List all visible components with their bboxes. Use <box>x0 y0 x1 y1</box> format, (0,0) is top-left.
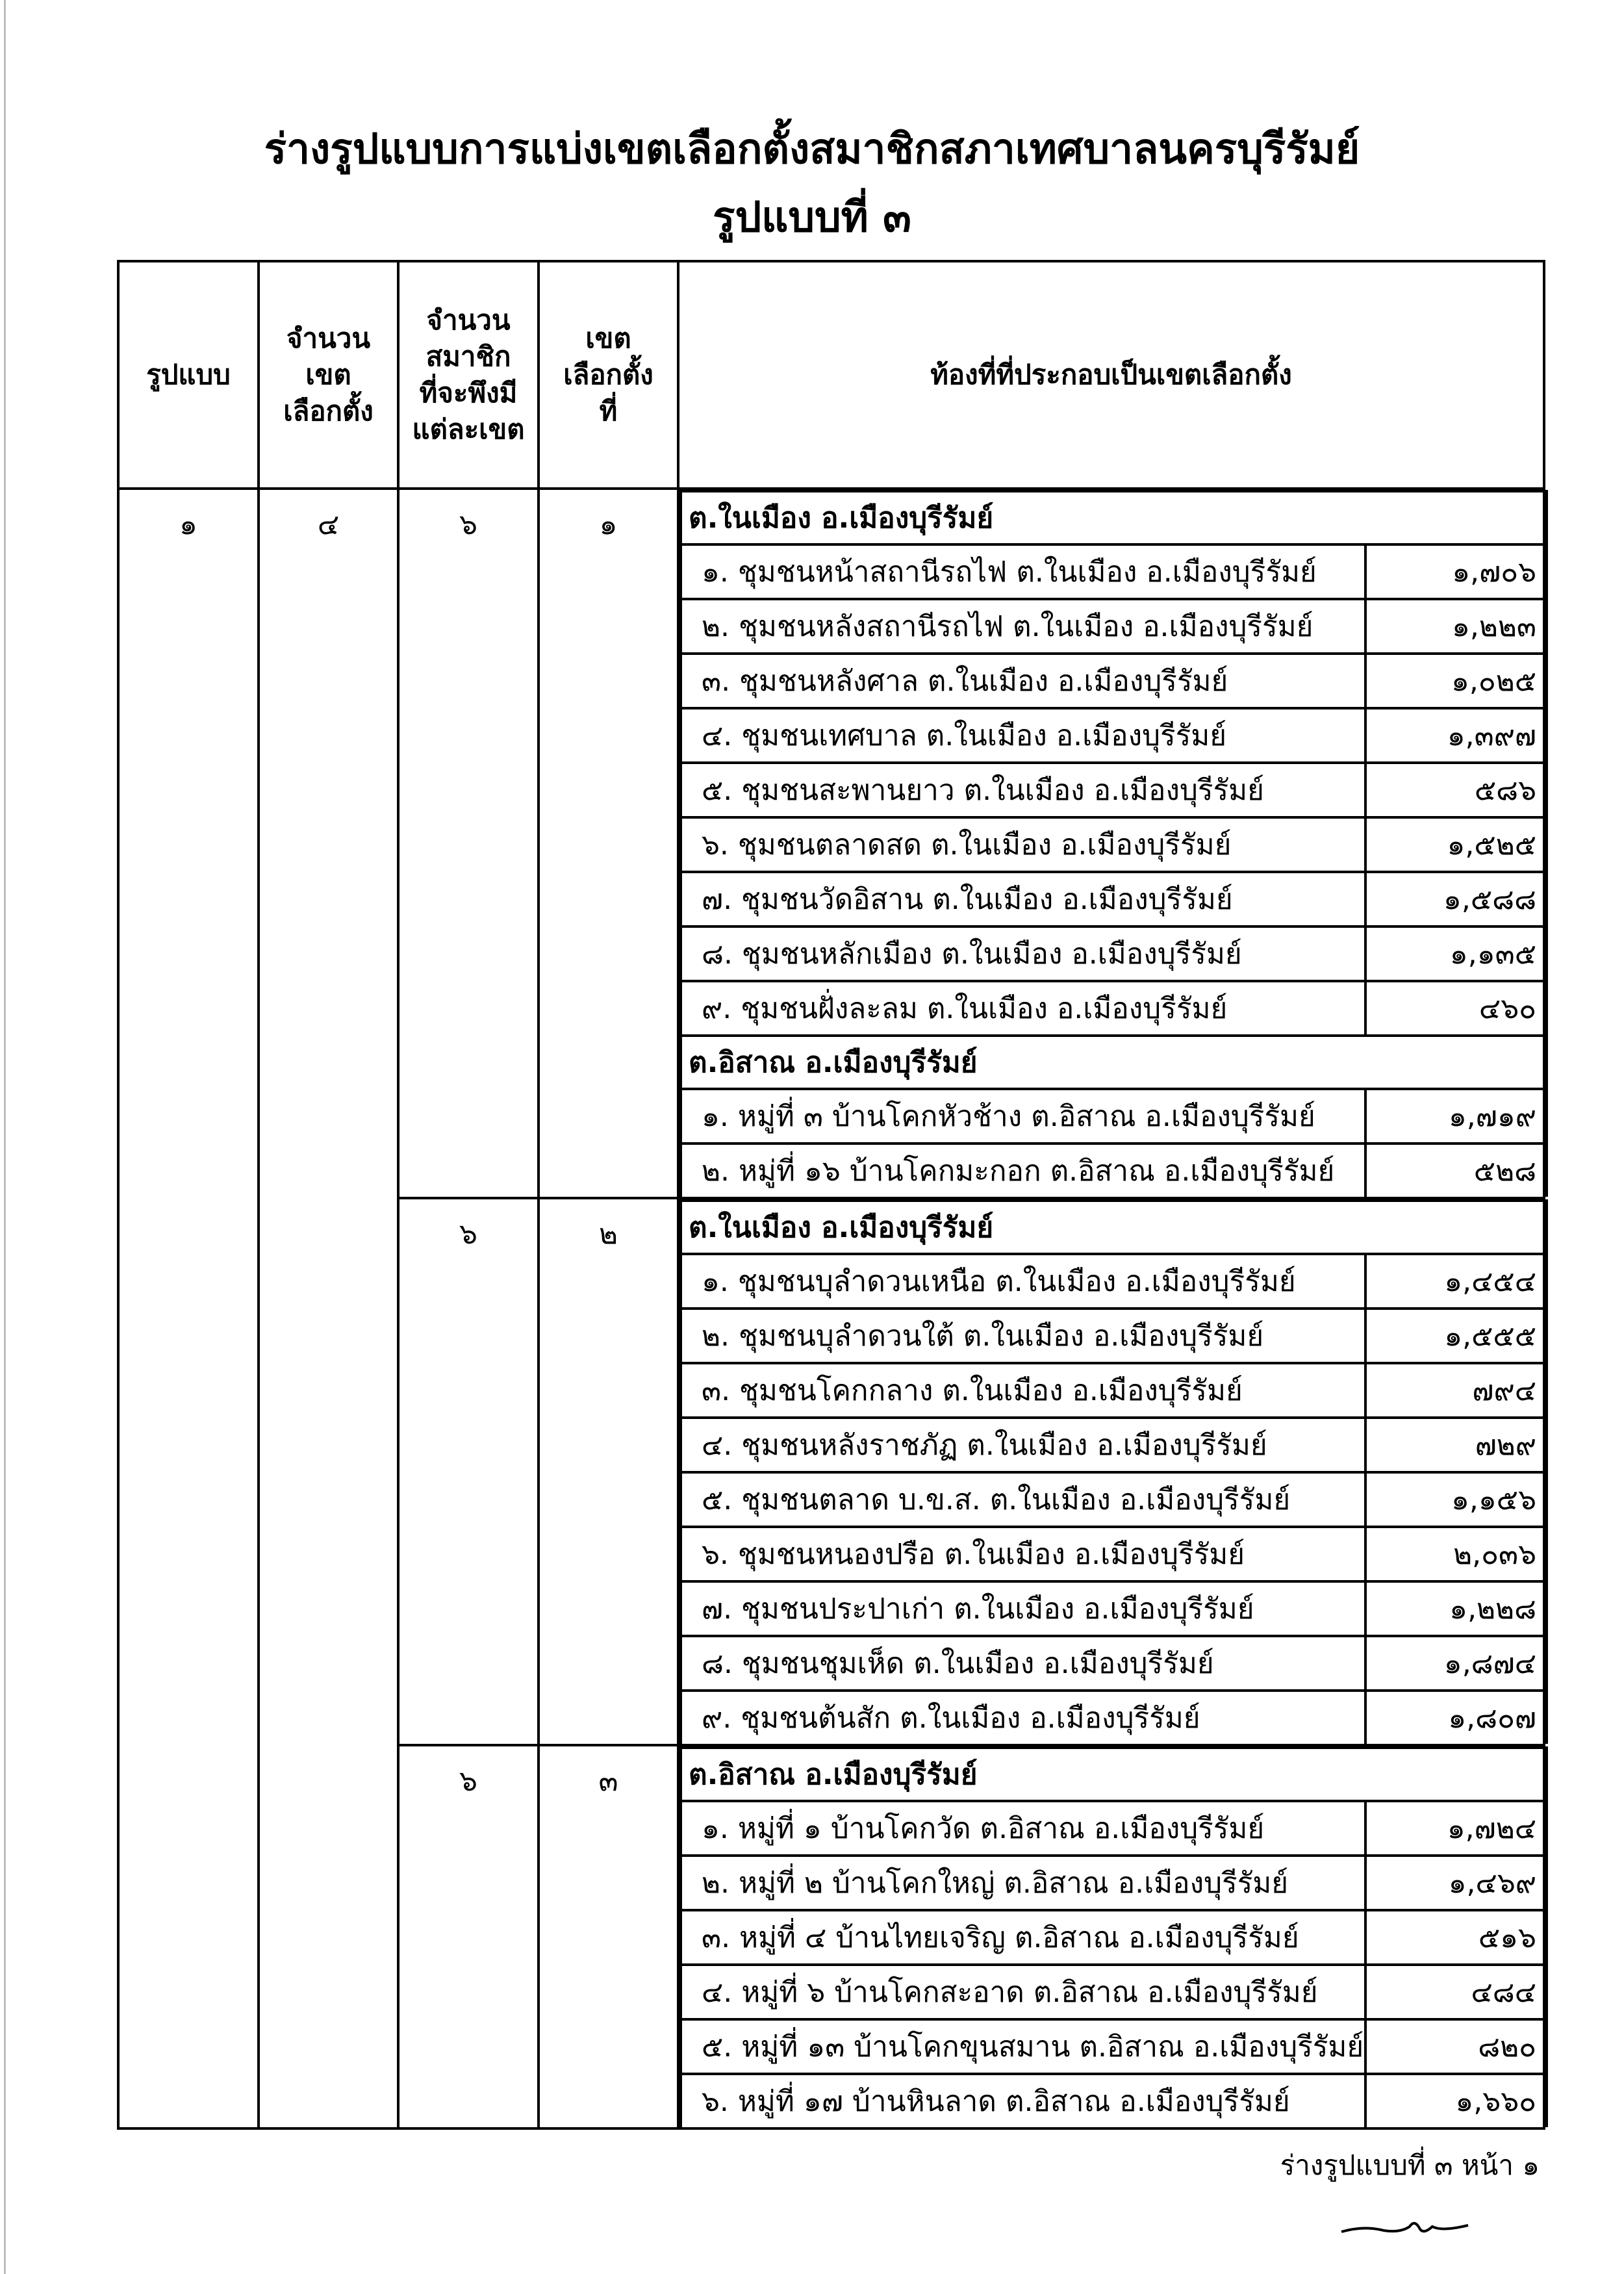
scan-edge-line <box>4 0 6 2274</box>
area-cell <box>678 1198 1544 1745</box>
community-row <box>681 1527 1547 1581</box>
population-count: ๑,๒๒๓ <box>1365 599 1547 654</box>
district-row <box>118 489 1544 1198</box>
population-count: ๗๙๔ <box>1365 1363 1547 1418</box>
population-count: ๔๘๔ <box>1365 1965 1547 2019</box>
population-count: ๕๘๖ <box>1365 763 1547 817</box>
population-count: ๘๒๐ <box>1365 2019 1547 2074</box>
community-row <box>681 926 1547 981</box>
population-count: ๑,๒๒๘ <box>1365 1581 1547 1636</box>
signature-mark <box>1338 2212 1481 2245</box>
community-row <box>681 981 1547 1036</box>
community-row <box>681 817 1547 872</box>
community-row <box>681 763 1547 817</box>
community-name: ๒. หมู่ที่ ๒ บ้านโคกใหญ่ ต.อิสาณ อ.เมืองบุรีรัมย์ <box>681 1856 1365 1910</box>
community-row <box>681 1910 1547 1965</box>
community-row <box>681 1691 1547 1744</box>
subdistrict-heading: ต.ในเมือง อ.เมืองบุรีรัมย์ <box>681 491 1547 544</box>
community-row <box>681 1856 1547 1910</box>
community-name: ๔. หมู่ที่ ๖ บ้านโคกสะอาด ต.อิสาณ อ.เมืองบุรีรัมย์ <box>681 1965 1365 2019</box>
district-count: ๔ <box>259 489 398 2128</box>
community-name: ๖. หมู่ที่ ๑๗ บ้านหินลาด ต.อิสาณ อ.เมืองบุรีรัมย์ <box>681 2074 1365 2127</box>
members-per-district: ๖ <box>398 489 539 1198</box>
area-cell <box>678 489 1544 1198</box>
page-footer: ร่างรูปแบบที่ ๓ หน้า ๑ <box>1280 2149 1540 2181</box>
subdistrict-heading-row <box>681 1201 1547 1254</box>
community-name: ๕. ชุมชนสะพานยาว ต.ในเมือง อ.เมืองบุรีรัมย์ <box>681 763 1365 817</box>
population-count: ๑,๑๓๕ <box>1365 926 1547 981</box>
population-count: ๑,๗๐๖ <box>1365 544 1547 599</box>
community-row <box>681 1418 1547 1472</box>
table-header-row <box>118 261 1544 489</box>
community-row <box>681 2074 1547 2127</box>
pattern-number: ๑ <box>118 489 259 2128</box>
community-row <box>681 654 1547 708</box>
header-members-per-district: จำนวน สมาชิก ที่จะพึงมี แต่ละเขต <box>398 261 539 489</box>
population-count: ๑,๓๙๗ <box>1365 708 1547 763</box>
community-row <box>681 1363 1547 1418</box>
community-row <box>681 872 1547 926</box>
population-count: ๒,๐๓๖ <box>1365 1527 1547 1581</box>
community-row <box>681 708 1547 763</box>
document-title: ร่างรูปแบบการแบ่งเขตเลือกตั้งสมาชิกสภาเทศบาลนครบุรีรัมย์ <box>264 125 1360 173</box>
community-name: ๙. ชุมชนต้นสัก ต.ในเมือง อ.เมืองบุรีรัมย์ <box>681 1691 1365 1744</box>
population-count: ๑,๔๖๙ <box>1365 1856 1547 1910</box>
area-list <box>679 1199 1548 1744</box>
community-name: ๑. ชุมชนหน้าสถานีรถไฟ ต.ในเมือง อ.เมืองบุรีรัมย์ <box>681 544 1365 599</box>
community-row <box>681 1472 1547 1527</box>
subdistrict-heading-row <box>681 491 1547 544</box>
community-row <box>681 544 1547 599</box>
population-count: ๑,๕๘๘ <box>1365 872 1547 926</box>
district-number: ๑ <box>539 489 678 1198</box>
population-count: ๑,๐๒๕ <box>1365 654 1547 708</box>
community-row <box>681 1801 1547 1856</box>
community-name: ๘. ชุมชนหลักเมือง ต.ในเมือง อ.เมืองบุรีรัมย์ <box>681 926 1365 981</box>
population-count: ๕๒๘ <box>1365 1143 1547 1197</box>
community-name: ๓. ชุมชนโคกกลาง ต.ในเมือง อ.เมืองบุรีรัมย์ <box>681 1363 1365 1418</box>
community-name: ๘. ชุมชนชุมเห็ด ต.ในเมือง อ.เมืองบุรีรัมย์ <box>681 1636 1365 1691</box>
community-name: ๗. ชุมชนประปาเก่า ต.ในเมือง อ.เมืองบุรีรัมย์ <box>681 1581 1365 1636</box>
community-row <box>681 1309 1547 1363</box>
population-count: ๑,๕๒๕ <box>1365 817 1547 872</box>
header-district-count: จำนวน เขต เลือกตั้ง <box>259 261 398 489</box>
population-count: ๑,๑๕๖ <box>1365 1472 1547 1527</box>
area-list <box>679 490 1548 1197</box>
community-name: ๕. หมู่ที่ ๑๓ บ้านโคกขุนสมาน ต.อิสาณ อ.เมืองบุรีรัมย์ <box>681 2019 1365 2074</box>
members-per-district: ๖ <box>398 1198 539 1745</box>
community-name: ๗. ชุมชนวัดอิสาน ต.ในเมือง อ.เมืองบุรีรัมย์ <box>681 872 1365 926</box>
community-row <box>681 599 1547 654</box>
community-row <box>681 1636 1547 1691</box>
population-count: ๕๑๖ <box>1365 1910 1547 1965</box>
community-row <box>681 1089 1547 1143</box>
district-table <box>117 260 1545 2130</box>
area-list <box>679 1746 1548 2127</box>
population-count: ๑,๘๐๗ <box>1365 1691 1547 1744</box>
community-row <box>681 1965 1547 2019</box>
district-number: ๒ <box>539 1198 678 1745</box>
community-name: ๖. ชุมชนหนองปรือ ต.ในเมือง อ.เมืองบุรีรัมย์ <box>681 1527 1365 1581</box>
document-subtitle: รูปแบบที่ ๓ <box>713 194 911 242</box>
community-row <box>681 1254 1547 1309</box>
community-name: ๑. หมู่ที่ ๓ บ้านโคกหัวช้าง ต.อิสาณ อ.เมืองบุรีรัมย์ <box>681 1089 1365 1143</box>
subdistrict-heading-row <box>681 1036 1547 1089</box>
population-count: ๑,๔๕๔ <box>1365 1254 1547 1309</box>
community-name: ๔. ชุมชนเทศบาล ต.ในเมือง อ.เมืองบุรีรัมย์ <box>681 708 1365 763</box>
population-count: ๑,๗๒๔ <box>1365 1801 1547 1856</box>
subdistrict-heading: ต.อิสาณ อ.เมืองบุรีรัมย์ <box>681 1748 1547 1801</box>
subdistrict-heading: ต.อิสาณ อ.เมืองบุรีรัมย์ <box>681 1036 1547 1089</box>
subdistrict-heading-row <box>681 1748 1547 1801</box>
community-name: ๑. ชุมชนบุลำดวนเหนือ ต.ในเมือง อ.เมืองบุรีรัมย์ <box>681 1254 1365 1309</box>
community-row <box>681 1143 1547 1197</box>
header-area: ท้องที่ที่ประกอบเป็นเขตเลือกตั้ง <box>678 261 1544 489</box>
community-name: ๑. หมู่ที่ ๑ บ้านโคกวัด ต.อิสาณ อ.เมืองบุรีรัมย์ <box>681 1801 1365 1856</box>
community-name: ๕. ชุมชนตลาด บ.ข.ส. ต.ในเมือง อ.เมืองบุรีรัมย์ <box>681 1472 1365 1527</box>
community-name: ๒. ชุมชนบุลำดวนใต้ ต.ในเมือง อ.เมืองบุรีรัมย์ <box>681 1309 1365 1363</box>
members-per-district: ๖ <box>398 1745 539 2128</box>
district-number: ๓ <box>539 1745 678 2128</box>
subdistrict-heading: ต.ในเมือง อ.เมืองบุรีรัมย์ <box>681 1201 1547 1254</box>
population-count: ๑,๖๖๐ <box>1365 2074 1547 2127</box>
population-count: ๑,๕๕๕ <box>1365 1309 1547 1363</box>
community-name: ๓. ชุมชนหลังศาล ต.ในเมือง อ.เมืองบุรีรัมย์ <box>681 654 1365 708</box>
population-count: ๑,๗๑๙ <box>1365 1089 1547 1143</box>
community-name: ๒. หมู่ที่ ๑๖ บ้านโคกมะกอก ต.อิสาณ อ.เมืองบุรีรัมย์ <box>681 1143 1365 1197</box>
header-district-number: เขต เลือกตั้ง ที่ <box>539 261 678 489</box>
community-name: ๙. ชุมชนฝั่งละลม ต.ในเมือง อ.เมืองบุรีรัมย์ <box>681 981 1365 1036</box>
community-row <box>681 1581 1547 1636</box>
community-name: ๓. หมู่ที่ ๔ บ้านไทยเจริญ ต.อิสาณ อ.เมืองบุรีรัมย์ <box>681 1910 1365 1965</box>
community-name: ๖. ชุมชนตลาดสด ต.ในเมือง อ.เมืองบุรีรัมย์ <box>681 817 1365 872</box>
population-count: ๔๖๐ <box>1365 981 1547 1036</box>
area-cell <box>678 1745 1544 2128</box>
community-name: ๔. ชุมชนหลังราชภัฏ ต.ในเมือง อ.เมืองบุรีรัมย์ <box>681 1418 1365 1472</box>
community-name: ๒. ชุมชนหลังสถานีรถไฟ ต.ในเมือง อ.เมืองบุรีรัมย์ <box>681 599 1365 654</box>
population-count: ๑,๘๗๔ <box>1365 1636 1547 1691</box>
community-row <box>681 2019 1547 2074</box>
header-pattern: รูปแบบ <box>118 261 259 489</box>
population-count: ๗๒๙ <box>1365 1418 1547 1472</box>
